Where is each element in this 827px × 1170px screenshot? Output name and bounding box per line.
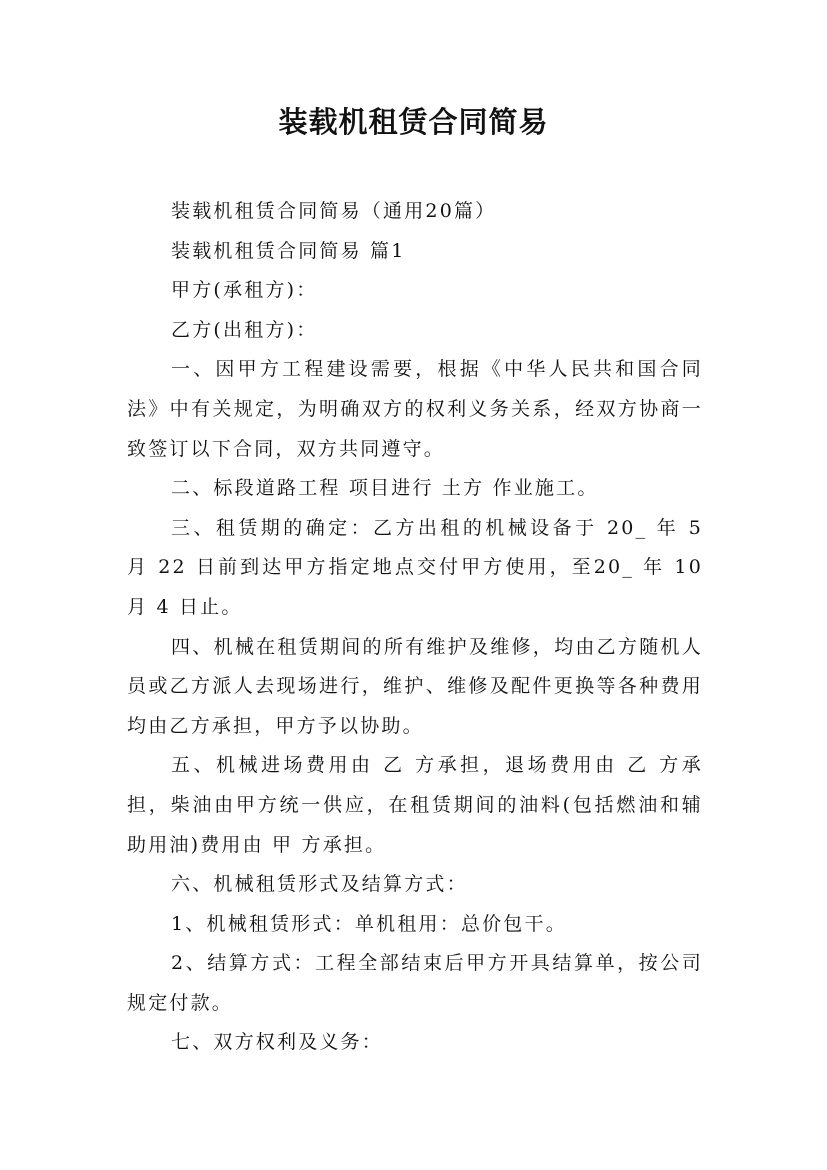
clause-3: 三、租赁期的确定：乙方出租的机械设备于 20_ 年 5 月 22 日前到达甲方指定地点交付甲方使用，至20_ 年 10 月 4 日止。 <box>127 516 703 618</box>
party-b-line: 乙方(出租方)： <box>171 318 318 341</box>
subtitle-paragraph: 装载机租赁合同简易（通用20篇） <box>171 200 497 222</box>
document-title: 装载机租赁合同简易 <box>278 105 549 139</box>
clause-4: 四、机械在租赁期间的所有维护及维修，均由乙方随机人员或乙方派人去现场进行，维护、维修及配件更换等各种费用均由乙方承担，甲方予以协助。 <box>127 635 703 737</box>
clause-7: 七、双方权利及义务： <box>171 1031 384 1054</box>
clause-6: 六、机械租赁形式及结算方式： <box>171 873 468 896</box>
document-body <box>127 192 703 1063</box>
clause-2: 二、标段道路工程 项目进行 土方 作业施工。 <box>171 477 599 500</box>
party-a-line: 甲方(承租方)： <box>171 279 318 302</box>
clause-1: 一、因甲方工程建设需要，根据《中华人民共和国合同法》中有关规定，为明确双方的权利义务关系，经双方协商一致签订以下合同，双方共同遵守。 <box>127 358 703 460</box>
clause-6-item-2: 2、结算方式：工程全部结束后甲方开具结算单，按公司规定付款。 <box>127 952 703 1014</box>
clause-5: 五、机械进场费用由 乙 方承担，退场费用由 乙 方承担，柴油由甲方统一供应，在租赁期间的油料(包括燃油和辅助用油)费用由 甲 方承担。 <box>127 754 703 856</box>
clause-6-item-1: 1、机械租赁形式：单机租用：总价包干。 <box>171 912 567 935</box>
section-heading: 装载机租赁合同简易 篇1 <box>171 239 406 262</box>
